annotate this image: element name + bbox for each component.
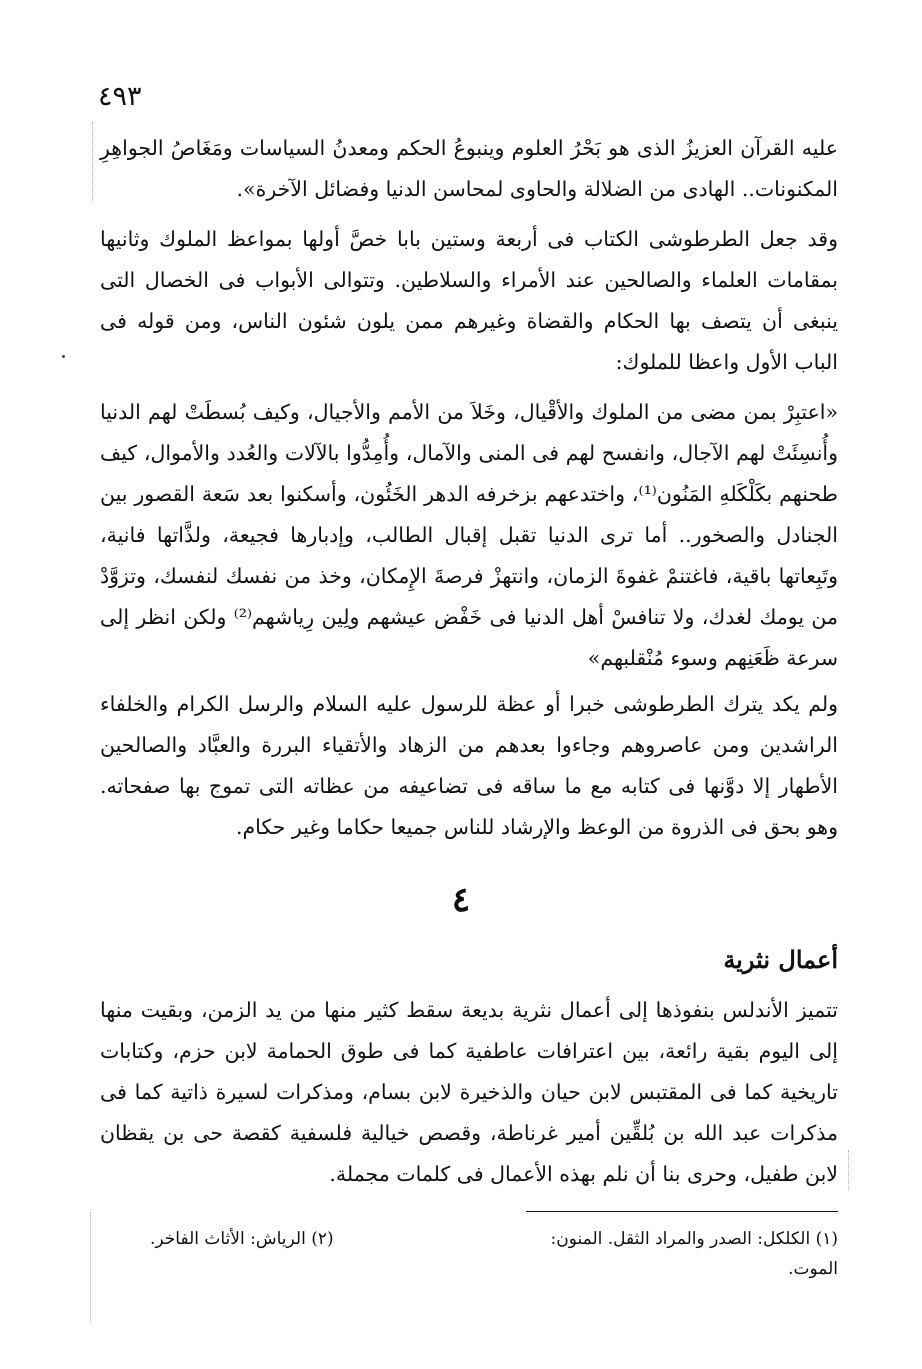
footnote-divider [526,1211,838,1212]
footnote-1: (١) الكلكل: الصدر والمراد الثقل. المنون: [550,1229,838,1249]
section-heading: أعمال نثرية [723,945,838,974]
paragraph-text: ولم يكد يترك الطرطوشى خبرا أو عظة للرسول عليه السلام والرسل الكرام والخلفاء الراشدين ومن عاصروهم وجاءوا بعدهم من الزهاد والأتقياء البررة والعبَّاد والصالحين الأطهار إلا دوَّنها فى كتابه مع ما ساقه فى تضاعيفه من عظاته التى تموج بها صفحاته. وهو بحق فى الذروة من الوعظ والإرشاد للناس جميعا حكاما وغير حكام. [100,692,838,839]
scan-edge-mark [90,1212,91,1322]
scan-speck [62,355,65,358]
block-quote [100,392,838,679]
scan-edge-mark [92,122,93,202]
footnotes [150,1224,838,1284]
footnote-1-continuation: الموت. [788,1259,838,1279]
section-number: ٤ [451,880,471,920]
paragraph-text: وقد جعل الطرطوشى الكتاب فى أربعة وستين بابا خصَّ أولها بمواعظ الملوك وثانيها بمقامات العلماء والصالحين عند الأمراء والسلاطين. وتتوالى الأبواب فى الخصال التى ينبغى أن يتصف بها الحكام والقضاة وغيرهم ممن يلون شئون الناس، ومن قوله فى الباب الأول واعظا للملوك: [100,227,838,374]
paragraph-summary [100,684,838,848]
paragraph-text: تتميز الأندلس بنفوذها إلى أعمال نثرية بديعة سقط كثير منها من يد الزمن، وبقيت منها إلى اليوم بقية رائعة، بين اعترافات عاطفية كما فى طوق الحمامة لابن حزم، وكتابات تاريخية كما فى المقتبس لابن حيان والذخيرة لابن بسام، ومذكرات لسيرة ذاتية كما فى مذكرات عبد الله بن بُلقِّين أمير غرناطة، وقصص خيالية فلسفية كقصة حى بن يقظان لابن طفيل، وحرى بنا أن نلم بهذه الأعمال فى كلمات مجملة. [100,998,838,1186]
footnote-row [150,1224,838,1254]
paragraph-prose-works [100,990,838,1195]
paragraph-text: عليه القرآن العزيزُ الذى هو بَحْرُ العلوم وينبوعُ الحكم ومعدنُ السياسات ومَغَاصُ الجواهِرِ المكنونات.. الهادى من الضلالة والحاوى لمحاسن الدنيا وفضائل الآخرة». [100,136,838,201]
footnote-2: (٢) الرياش: الأثاث الفاخر. [150,1229,334,1249]
paragraph-quote-ending [100,128,838,210]
page-number: ٤٩٣ [98,81,142,112]
scan-edge-mark [848,1150,849,1190]
quote-text: «اعتبِرْ بمن مضى من الملوك والأقْيال، وخَلاَ من الأمم والأجيال، وكيف بُسطَتْ لهم الدنيا وأُنسِئَتْ لهم الآجال، وانفسح لهم فى المنى والآمال، وأُمِدُّوا بالآلات والعُدد والأموال، كيف طحنهم بكَلْكَلهِ المَنُون⁽¹⁾، واختدعهم بزخرفه الدهر الخَئُون، وأسكنوا بعد سَعة القصور بين الجنادل والصخور.. أما ترى الدنيا تقبل إقبال الطالب، وإدبارها فجيعة، ولذَّاتها فانية، وتَبِعاتها باقية، فاغتنمْ غفوةَ الزمان، وانتهزْ فرصةَ الإِمكان، وخذ من نفسك لنفسك، وتزوَّدْ من يومك لغدك، ولا تنافسْ أهل الدنيا فى خَفْض عيشهم ولِين رِياشهم⁽²⁾ ولكن انظر إلى سرعة ظَعَنِهم وسوء مُنْقلبهم» [100,400,838,670]
paragraph-book-structure [100,219,838,383]
